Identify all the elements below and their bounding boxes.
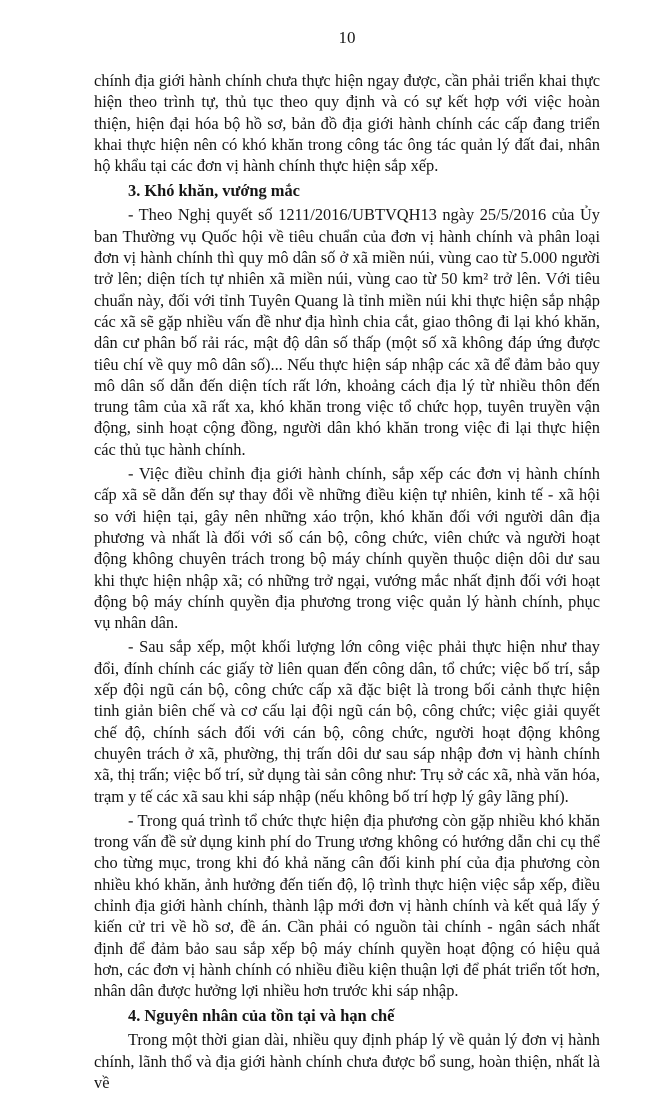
paragraph-boundary-adjustment: - Việc điều chỉnh địa giới hành chính, sắp xếp các đơn vị hành chính cấp xã sẽ dẫn đến sự thay đổi về những điều kiện tự nhiên, kinh tế - xã hội so với hiện tại, gây nên những xáo trộn, khó khăn đối với người dân địa phương và nhất là đối với số cán bộ, công chức, viên chức và người hoạt động không chuyên trách trong bộ máy chính quyền thuộc diện dôi dư sau khi thực hiện nhập xã; có những trở ngại, vướng mắc nhất định đối với hoạt động bộ máy chính quyền địa phương trong việc quản lý hành chính, phục vụ nhân dân.	[94, 464, 600, 633]
section-heading-4: 4. Nguyên nhân của tồn tại và hạn chế	[128, 1006, 395, 1026]
paragraph-post-arrangement: - Sau sắp xếp, một khối lượng lớn công việc phải thực hiện như thay đổi, đính chính các giấy tờ liên quan đến công dân, tổ chức; việc bố trí, sắp xếp đội ngũ cán bộ, công chức cấp xã đặc biệt là trong bối cảnh thực hiện tinh giản biên chế và cơ cấu lại đội ngũ cán bộ, công chức; việc giải quyết chế độ, chính sách đối với cán bộ, công chức, người hoạt động không chuyên trách ở xã, phường, thị trấn dôi dư sau sáp nhập đơn vị hành chính xã, thị trấn; việc bố trí, sử dụng tài sản công như: Trụ sở các xã, nhà văn hóa, trạm y tế các xã sau khi sáp nhập (nếu không bố trí hợp lý gây lãng phí).	[94, 637, 600, 806]
paragraph-causes: Trong một thời gian dài, nhiều quy định pháp lý về quản lý đơn vị hành chính, lãnh thổ và địa giới hành chính chưa được bổ sung, hoàn thiện, nhất là về	[94, 1030, 600, 1093]
paragraph-continuation: chính địa giới hành chính chưa thực hiện ngay được, cần phải triển khai thực hiện theo trình tự, thủ tục theo quy định và có sự kết hợp với việc hoàn thiện, hiện đại hóa bộ hồ sơ, bản đồ địa giới hành chính các cấp đang triển khai thực hiện nên có khó khăn trong công tác ông tác quản lý đất đai, nhân hộ khẩu tại các đơn vị hành chính thực hiện sắp xếp.	[94, 71, 600, 176]
page-number: 10	[338, 28, 356, 47]
paragraph-resolution-criteria: - Theo Nghị quyết số 1211/2016/UBTVQH13 ngày 25/5/2016 của Ủy ban Thường vụ Quốc hội về tiêu chuẩn của đơn vị hành chính và phân loại đơn vị hành chính thì quy mô dân số ở xã miền núi, vùng cao từ 5.000 người trở lên; diện tích tự nhiên xã miền núi, vùng cao từ 50 km² trở lên. Với tiêu chuẩn này, đối với tỉnh Tuyên Quang là tỉnh miền núi khi thực hiện sắp nhập các xã sẽ gặp nhiều vấn đề như địa hình chia cắt, giao thông đi lại khó khăn, dân cư phân bố rải rác, mật độ dân số thấp (một số xã không đáp ứng được tiêu chí về quy mô dân số)... Nếu thực hiện sáp nhập các xã để đảm bảo quy mô dân số dẫn đến diện tích rất lớn, khoảng cách địa lý từ nhiều thôn đến trung tâm của xã rất xa, khó khăn trong việc tổ chức họp, tuyên truyền vận động, sinh hoạt cộng đồng, người dân khó khăn trong việc đi lại thực hiện các thủ tục hành chính.	[94, 205, 600, 459]
section-heading-3: 3. Khó khăn, vướng mắc	[128, 181, 300, 201]
paragraph-funding-difficulties: - Trong quá trình tổ chức thực hiện địa phương còn gặp nhiều khó khăn trong vấn đề sử dụng kinh phí do Trung ương không có hướng dẫn chi cụ thể cho từng mục, trong khi đó khả năng cân đối kinh phí của địa phương còn nhiều khó khăn, ảnh hưởng đến tiến độ, lộ trình thực hiện việc sắp xếp, điều chỉnh địa giới hành chính, thành lập mới đơn vị hành chính và kết quả lấy ý kiến cử tri về hồ sơ, đề án. Cần phải có nguồn tài chính - ngân sách nhất định để đảm bảo sau sắp xếp bộ máy chính quyền hoạt động có hiệu quả hơn, các đơn vị hành chính có nhiều điều kiện thuận lợi để phát triển tốt hơn, nhân dân được hưởng lợi nhiều hơn trước khi sáp nhập.	[94, 810, 600, 1001]
